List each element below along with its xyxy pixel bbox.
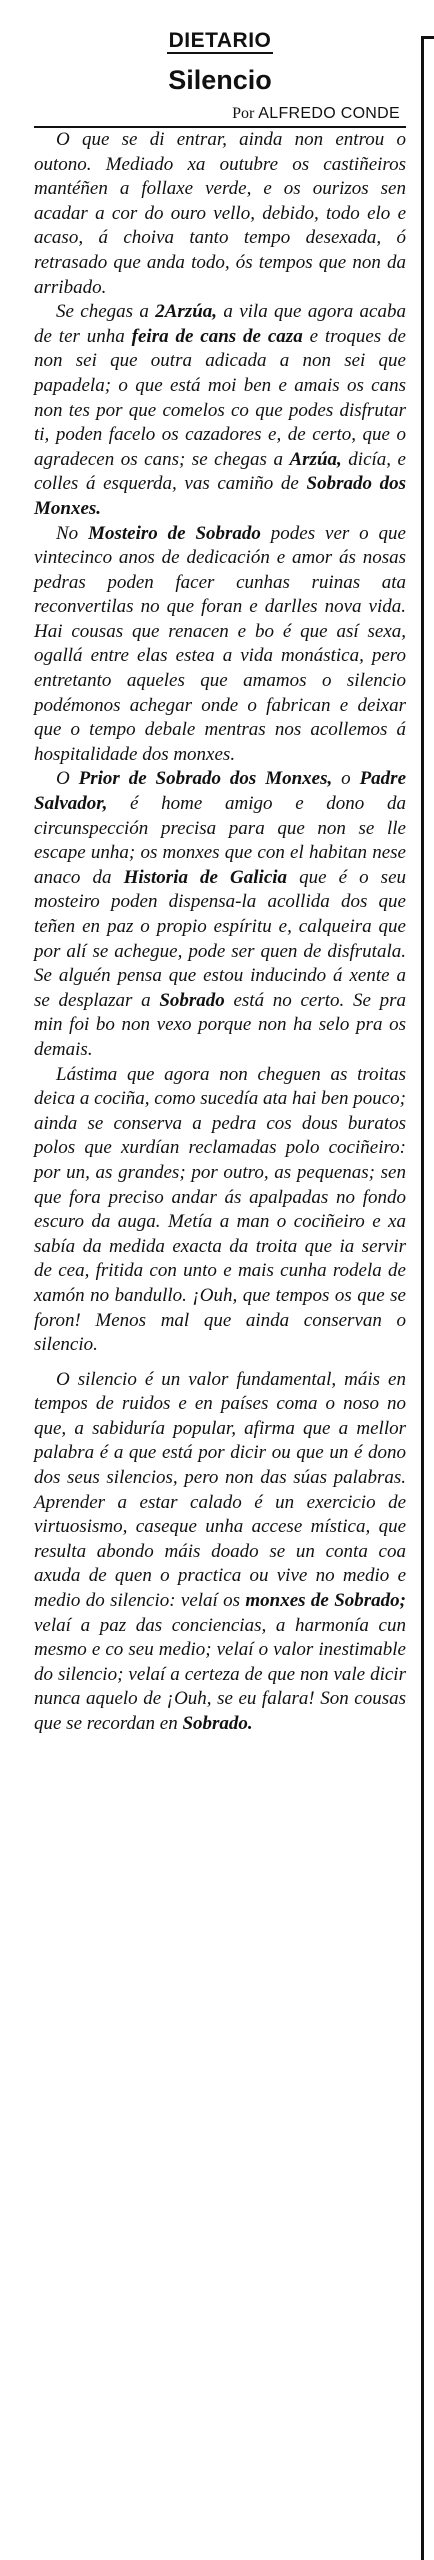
- text-run: O silencio é un valor fundamental, máis en tempos de ruidos e en países coma o noso no que, a sabiduría popular, afirma que a mellor palabra é a que está por dicir ou que un é dono dos seus silencios, pero non das súas palabras. Aprender a estar calado é un exercicio de virtuosismo, caseque unha accese mística, que resulta abondo máis doado se un conta coa axuda de quen o practica ou vive no medio e medio do silencio: velaí os: [34, 1368, 406, 1612]
- column-rule-right: [421, 36, 424, 2560]
- bold-phrase: Padre Salvador,: [34, 768, 407, 815]
- text-run: velaí a paz das conciencias, a harmonía cun mesmo e co seu medio; velaí o valor inestimable do silencio; velaí a certeza de que non vale dicir nunca aquelo de ¡Ouh, se eu falara! Son cousas que se recordan en: [34, 1614, 406, 1734]
- article-paragraph: [34, 767, 406, 1062]
- article-paragraph: [34, 1063, 406, 1358]
- section-title: DIETARIO: [168, 29, 272, 52]
- text-run: é home amigo e dono da circunspección precisa para que non se lle escape unha; os monxes que con el habitan nese anaco da: [34, 793, 406, 888]
- bold-phrase: Arzúa,: [289, 448, 342, 470]
- bold-phrase: Mosteiro de Sobrado: [88, 522, 261, 544]
- text-run: o: [332, 768, 360, 790]
- bold-phrase: Sobrado.: [182, 1713, 253, 1734]
- article-paragraph: [34, 1368, 406, 1737]
- bold-phrase: Sobrado: [159, 989, 225, 1011]
- byline-prefix: Por: [232, 105, 255, 122]
- text-run: O que se di entrar, ainda non entrou o outono. Mediado xa outubre os castiñeiros mantéñen a follaxe verde, e os ourizos sen acadar a cor do ouro vello, debido, todo elo e acaso, á choiva tanto tempo desexada, ó retrasado que anda todo, ós tempos que non da arribado.: [34, 129, 406, 298]
- bold-phrase: Prior de Sobrado dos Monxes,: [78, 768, 333, 790]
- article-body: [34, 128, 406, 1737]
- article-column: [34, 28, 406, 1737]
- bold-phrase: monxes de Sobrado;: [245, 1590, 406, 1612]
- text-run: e troques de non sei que outra adicada a non sei que papadela; o que está moi ben e amais os cans non tes por que comelos co que podes disfrutar ti, poden facelo os cazadores e, de certo, que o agradecen os cans; se chegas a: [34, 325, 406, 470]
- text-run: O: [56, 768, 79, 790]
- byline: [34, 104, 406, 128]
- text-run: Se chegas a: [56, 301, 156, 323]
- text-run: a vila que agora acaba de ter unha: [34, 301, 406, 347]
- text-run: podes ver o que vintecinco anos de dedicación e amor ás nosas pedras poden facer cunhas ruinas ata reconvertilas no que foran e darlles nova vida. Hai cousas que renacen e bo é que así sexa, ogallá entre elas estea a vida monástica, pero entretanto aqueles que amamos o silencio podémonos achegar onde o fabrican e deixar que o tempo debale mentras nos acollemos á hospitalidade dos monxes.: [34, 522, 406, 765]
- bold-phrase: feira de cans de caza: [131, 325, 303, 347]
- bold-phrase: 2Arzúa,: [155, 301, 218, 323]
- article-paragraph: [34, 300, 406, 521]
- headline: Silencio: [168, 65, 272, 95]
- text-run: No: [56, 522, 89, 544]
- text-run: que é o seu mosteiro poden dispensa-la acollida dos que teñen en paz o propio espíritu e, calqueira que por alí se achegue, pode ser quen de disfrutala. Se alguén pensa que estou inducindo á xente a se desplazar a: [34, 866, 407, 1011]
- text-run: Lástima que agora non cheguen as troitas deica a cociña, como sucedía ata hai ben pouco; ainda se conserva a pedra cos dous buratos polos que xurdían reclamadas polo cociñeiro: por un, as grandes; por outro, as pequenas; sen que fora preciso andar ás apalpadas no fondo escuro da auga. Metía a man o cociñeiro e xa sabía da medida exacta da troita que ia servir de cea, fritida con unto e mais cunha rodela de xamón no bandullo. ¡Ouh, que tempos os que se foron! Menos mal que ainda conservan o silencio.: [34, 1063, 406, 1356]
- byline-author: ALFREDO CONDE: [258, 105, 400, 122]
- article-paragraph: [34, 128, 406, 300]
- bold-phrase: Sobrado dos Monxes.: [34, 473, 407, 519]
- article-paragraph: [34, 522, 406, 768]
- text-run: dicía, e colles á esquerda, vas camiño de: [34, 448, 406, 495]
- bold-phrase: Historia de Galicia: [123, 866, 288, 888]
- text-run: está no certo. Se pra min foi bo non vexo porque non ha selo pra os demais.: [34, 989, 406, 1060]
